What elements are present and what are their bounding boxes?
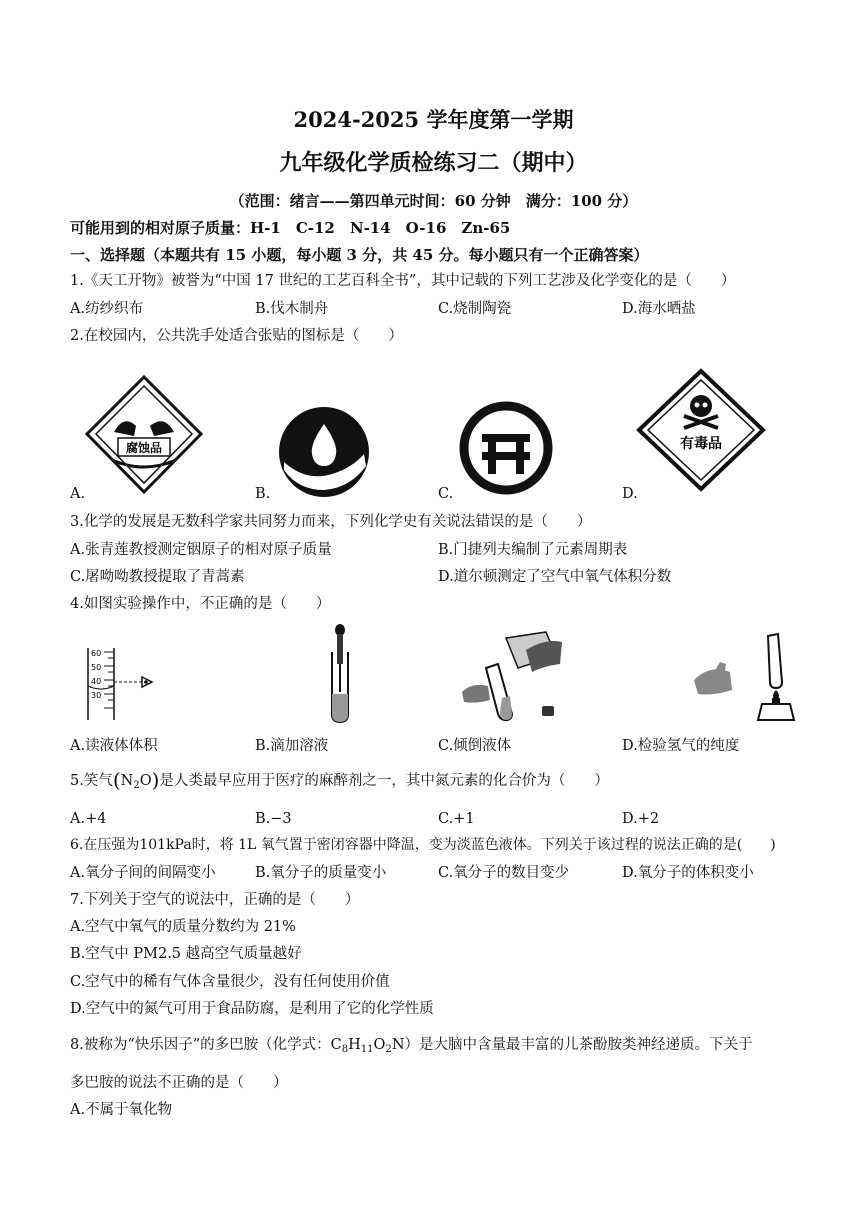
cylinder-tick-40: 40: [91, 677, 102, 686]
q6-option-c: C.氧分子的数目变少: [438, 865, 570, 881]
q5-stem-start: 5.笑气: [70, 773, 113, 789]
dropper-test-tube-figure: [320, 622, 360, 726]
q1-option-d: D.海水晒盐: [622, 301, 696, 317]
q4-option-a: A.读液体体积: [70, 738, 158, 754]
q4-option-b: B.滴加溶液: [255, 738, 329, 754]
q3-option-a: A.张青莲教授测定铟原子的相对原子质量: [70, 542, 332, 558]
question-5-stem: 5.笑气$(N_2O)$是人类最早应用于医疗的麻醉剂之一，其中氮元素的化合价为（ ）: [70, 768, 609, 792]
q1-option-b: B.伐木制舟: [255, 301, 329, 317]
toxic-sign-icon: [636, 368, 766, 492]
cylinder-tick-50: 50: [91, 663, 102, 672]
q5-option-c: C.+1: [438, 811, 475, 827]
q3-option-d: D.道尔顿测定了空气中氧气体积分数: [438, 569, 672, 585]
q6-option-d: D.氧分子的体积变小: [622, 865, 754, 881]
q5-option-d: D.+2: [622, 811, 660, 827]
question-7-stem: 7.下列关于空气的说法中，正确的是（ ）: [70, 892, 360, 908]
year-term-title: 2024-2025 学年度第一学期: [293, 107, 574, 132]
question-3-stem: 3.化学的发展是无数科学家共同努力而来，下列化学史有关说法错误的是（ ）: [70, 514, 592, 530]
q2-option-d: D.: [622, 486, 638, 502]
question-1-stem: 1.《天工开物》被誉为“中国 17 世纪的工艺百科全书”，其中记载的下列工艺涉及化学变化的是（ ）: [70, 273, 736, 289]
q3-option-c: C.屠呦呦教授提取了青蒿素: [70, 569, 245, 585]
q2-option-c: C.: [438, 486, 454, 502]
cylinder-tick-60: 60: [91, 649, 102, 658]
q3-option-b: B.门捷列夫编制了元素周期表: [438, 542, 628, 558]
q8-stem-start: 8.被称为“快乐因子”的多巴胺（化学式：: [70, 1037, 331, 1053]
q5-option-b: B.−3: [255, 811, 292, 827]
water-saving-sign-icon: [276, 404, 372, 500]
question-4-stem: 4.如图实验操作中，不正确的是（ ）: [70, 596, 331, 612]
question-6-stem: 6.在压强为101kPa时，将 1L 氧气置于密闭容器中降温，变为淡蓝色液体。下列关于该过程的说法正确的是( ): [70, 837, 776, 853]
q6-option-b: B.氧分子的质量变小: [255, 865, 387, 881]
hydrogen-purity-test-figure: [690, 632, 798, 724]
q7-option-a: A.空气中氧气的质量分数约为 21%: [70, 919, 296, 935]
corrosive-sign-icon: [84, 374, 204, 496]
corrosive-sign-label: 腐蚀品: [125, 441, 163, 455]
q2-option-a: A.: [70, 486, 86, 502]
question-2-stem: 2.在校园内，公共洗手处适合张贴的图标是（ ）: [70, 328, 403, 344]
q5-stem-end: 是人类最早应用于医疗的麻醉剂之一，其中氮元素的化合价为（ ）: [159, 773, 609, 789]
pouring-liquid-figure: [456, 628, 566, 724]
q4-option-c: C.倾倒液体: [438, 738, 512, 754]
q8-formula: $C_8H_{11}O_2N$: [330, 1037, 405, 1055]
toxic-sign-label: 有毒品: [680, 436, 722, 452]
q5-formula: $N_2O$: [120, 773, 152, 791]
q6-option-a: A.氧分子间的间隔变小: [70, 865, 216, 881]
q2-option-b: B.: [255, 486, 271, 502]
section-title: 一、选择题（本题共有 15 小题，每小题 3 分，共 45 分。每小题只有一个正确答案）: [70, 246, 649, 264]
q7-option-d: D.空气中的氮气可用于食品防腐，是利用了它的化学性质: [70, 1001, 434, 1017]
q8-stem-end: ）是大脑中含量最丰富的儿茶酚胺类神经递质。下关于: [404, 1037, 753, 1053]
cylinder-tick-30: 30: [91, 691, 102, 700]
q4-option-d: D.检验氢气的纯度: [622, 738, 740, 754]
q7-option-b: B.空气中 PM2.5 越高空气质量越好: [70, 946, 302, 962]
question-8-stem-cont: 多巴胺的说法不正确的是（ ）: [70, 1075, 288, 1091]
q1-option-c: C.烧制陶瓷: [438, 301, 512, 317]
q1-option-a: A.纺纱织布: [70, 301, 144, 317]
q7-option-c: C.空气中的稀有气体含量很少，没有任何使用价值: [70, 974, 390, 990]
q5-option-a: A.+4: [70, 811, 107, 827]
exam-title: 九年级化学质检练习二（期中）: [279, 150, 588, 176]
exam-scope: （范围：绪言——第四单元时间：60 分钟 满分：100 分）: [229, 192, 638, 210]
atomic-masses: 可能用到的相对原子质量：H-1 C-12 N-14 O-16 Zn-65: [70, 219, 511, 237]
graduated-cylinder-reading-figure: [80, 644, 170, 724]
question-8-stem: [70, 1035, 753, 1060]
q8-option-a: A.不属于氧化物: [70, 1102, 173, 1118]
recycling-sign-icon: [458, 400, 554, 496]
